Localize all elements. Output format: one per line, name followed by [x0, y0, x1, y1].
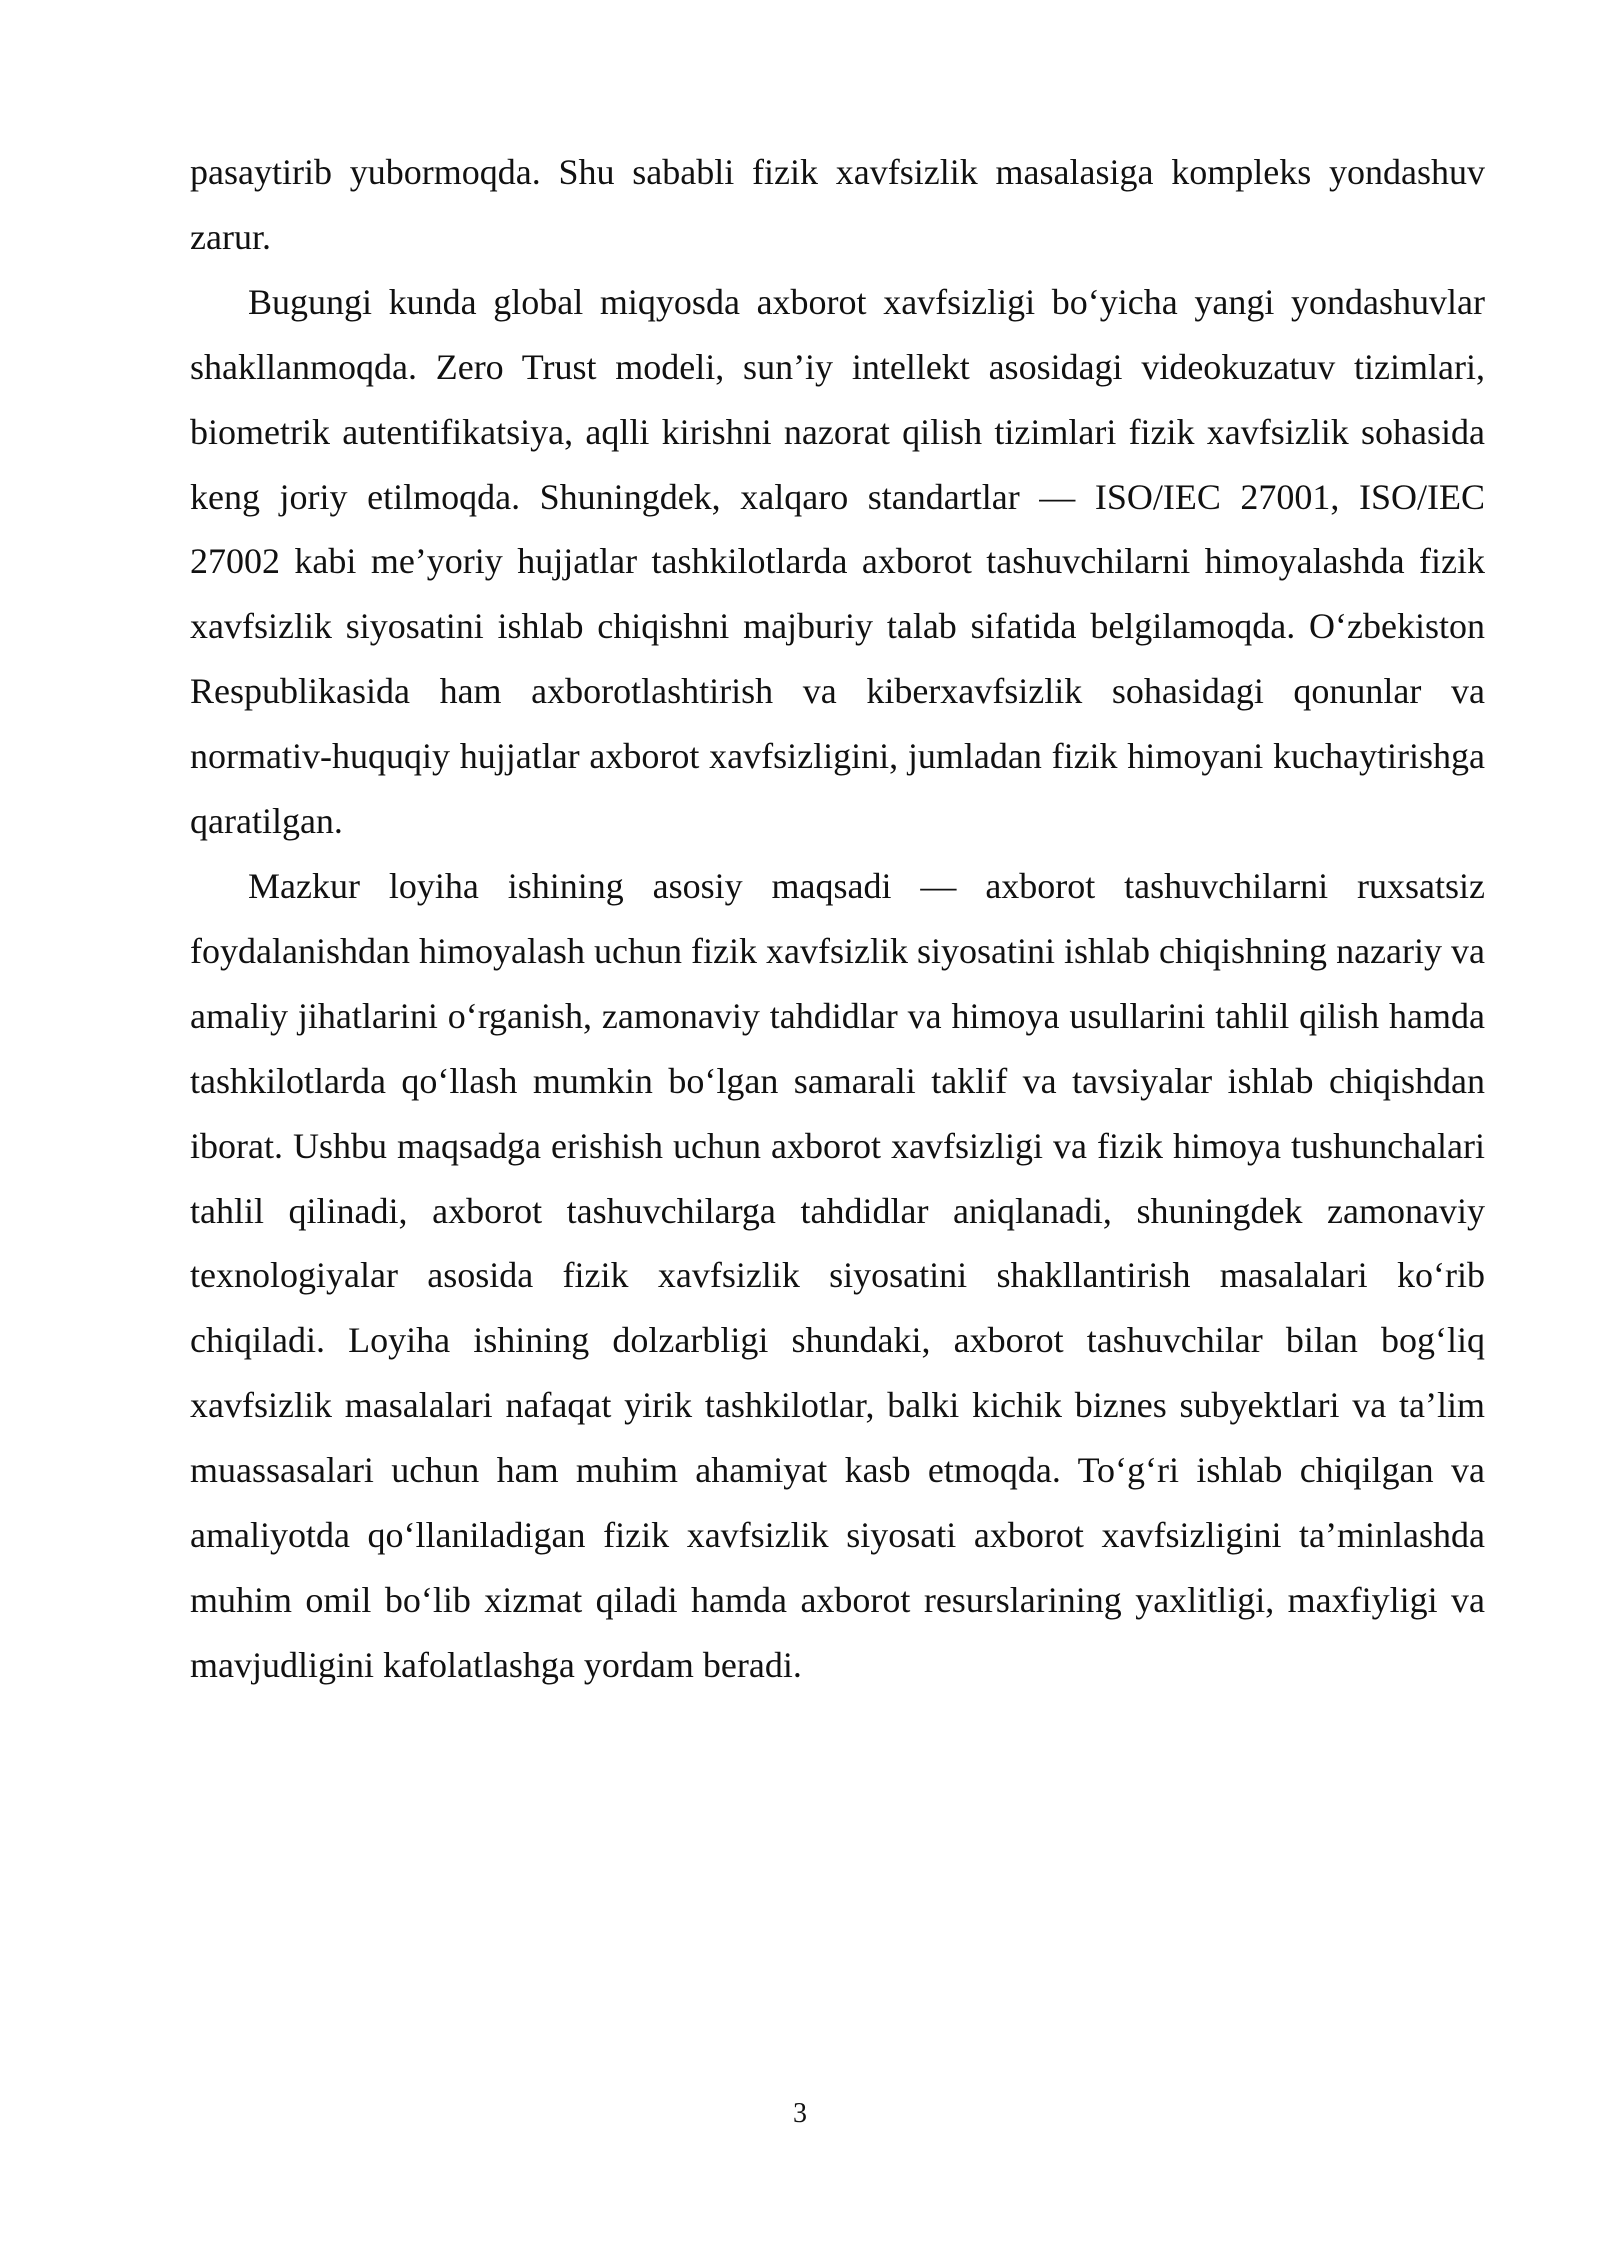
- paragraph-continuation: pasaytirib yubormoqda. Shu sababli fizik xavfsizlik masalasiga kompleks yondashuv zarur.: [190, 152, 1485, 257]
- page-number: 3: [793, 2098, 807, 2129]
- paragraph-global-approaches: Bugungi kunda global miqyosda axborot xavfsizligi bo‘yicha yangi yondashuvlar shakllanmoqda. Zero Trust modeli, sun’iy intellekt asosidagi videokuzatuv tizimlari, biometrik autentifikatsiya, aqlli kirishni nazorat qilish tizimlari fizik xavfsizlik sohasida keng joriy etilmoqda. Shuningdek, xalqaro standartlar — ISO/IEC 27001, ISO/IEC 27002 kabi me’yoriy hujjatlar tashkilotlarda axborot tashuvchilarni himoyalashda fizik xavfsizlik siyosatini ishlab chiqishni majburiy talab sifatida belgilamoqda. O‘zbekiston Respublikasida ham axborotlashtirish va kiberxavfsizlik sohasidagi qonunlar va normativ-huquqiy hujjatlar axborot xavfsizligini, jumladan fizik himoyani kuchaytirishga qaratilgan.: [190, 281, 1485, 842]
- paragraph-project-goal: Mazkur loyiha ishining asosiy maqsadi — axborot tashuvchilarni ruxsatsiz foydalanishdan himoyalash uchun fizik xavfsizlik siyosatini ishlab chiqishning nazariy va amaliy jihatlarini o‘rganish, zamonaviy tahdidlar va himoya usullarini tahlil qilish hamda tashkilotlarda qo‘llash mumkin bo‘lgan samarali taklif va tavsiyalar ishlab chiqishdan iborat. Ushbu maqsadga erishish uchun axborot xavfsizligi va fizik himoya tushunchalari tahlil qilinadi, axborot tashuvchilarga tahdidlar aniqlanadi, shuningdek zamonaviy texnologiyalar asosida fizik xavfsizlik siyosatini shakllantirish masalalari ko‘rib chiqiladi. Loyiha ishining dolzarbligi shundaki, axborot tashuvchilar bilan bog‘liq xavfsizlik masalalari nafaqat yirik tashkilotlar, balki kichik biznes subyektlari va ta’lim muassasalari uchun ham muhim ahamiyat kasb etmoqda. To‘g‘ri ishlab chiqilgan va amaliyotda qo‘llaniladigan fizik xavfsizlik siyosati axborot xavfsizligini ta’minlashda muhim omil bo‘lib xizmat qiladi hamda axborot resurslarining yaxlitligi, maxfiyligi va mavjudligini kafolatlashga yordam beradi.: [190, 865, 1485, 1685]
- body-text: [190, 140, 1485, 1698]
